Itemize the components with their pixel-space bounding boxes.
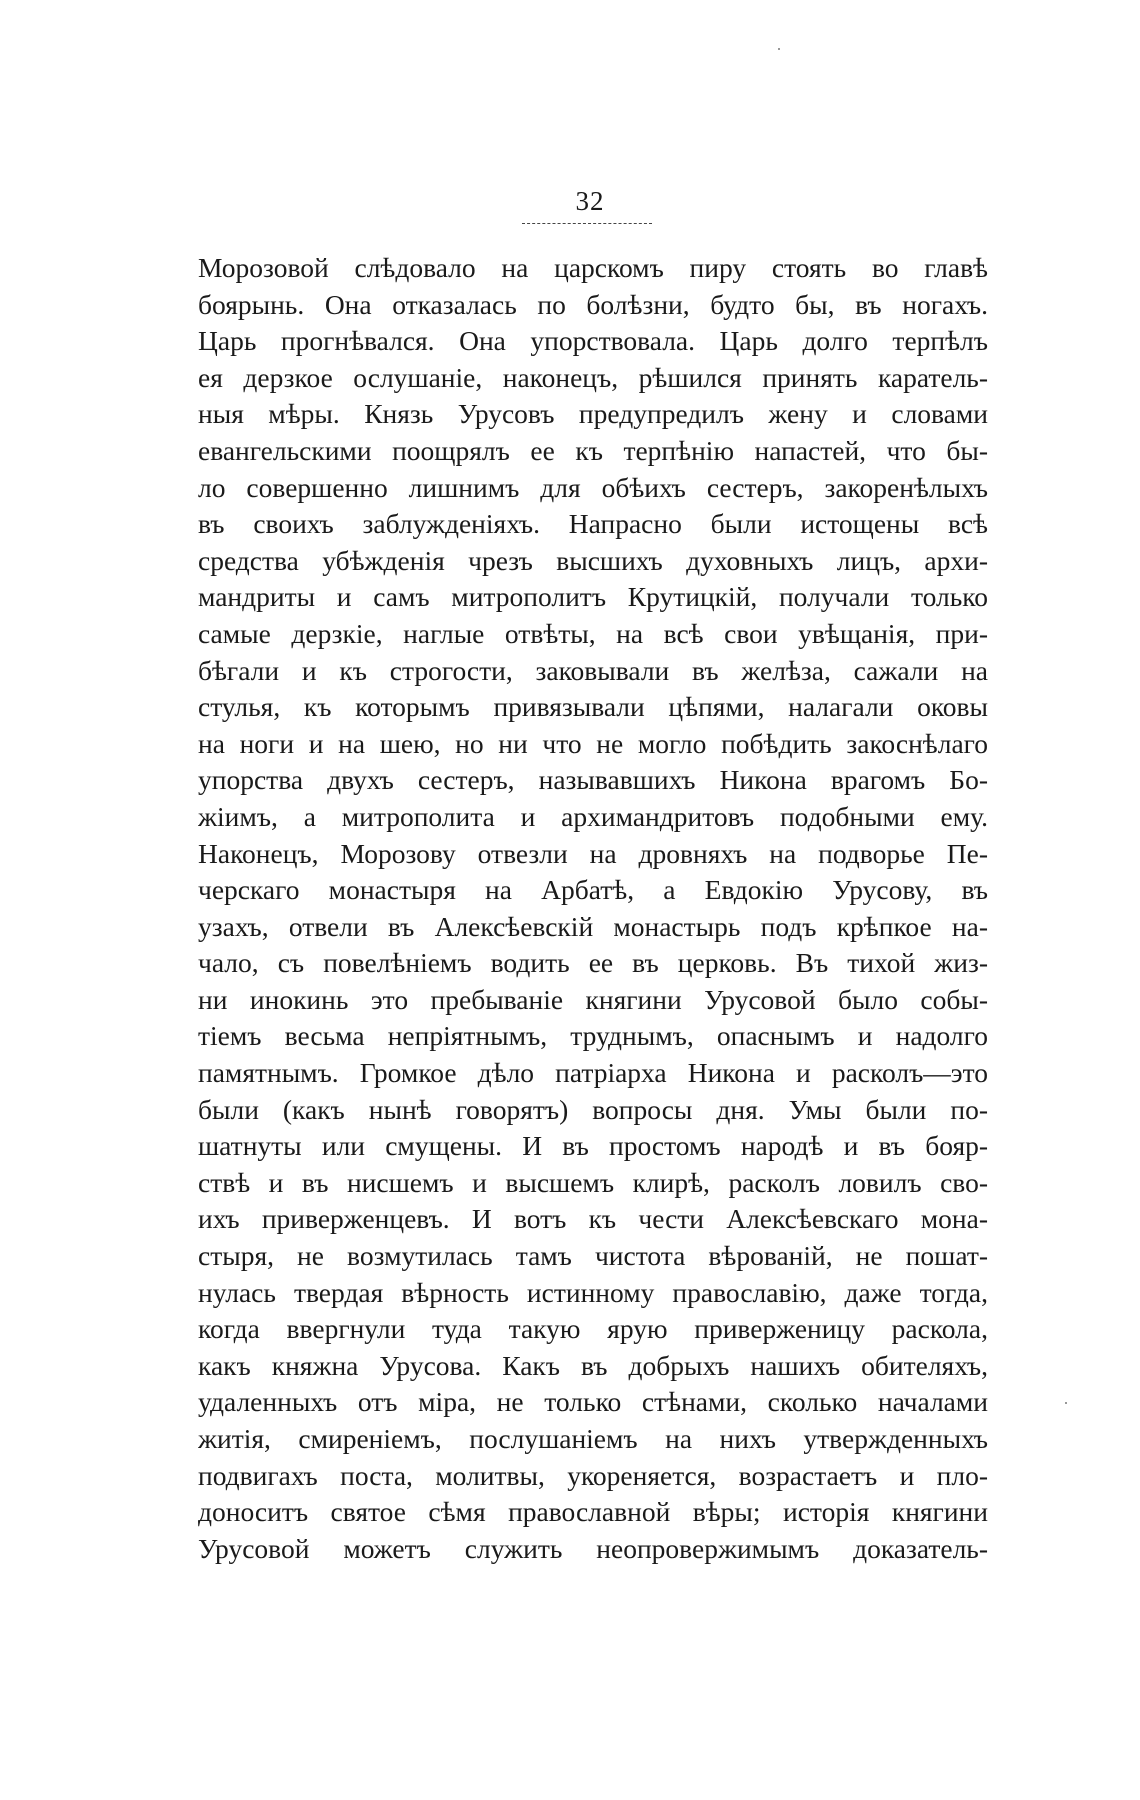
scan-speck xyxy=(778,48,780,50)
text-line: стулья, къ которымъ привязывали цѣпями, налагали оковы xyxy=(198,691,988,723)
text-line: подвигахъ поста, молитвы, укореняется, возрастаетъ и пло- xyxy=(198,1459,988,1491)
text-line: евангельскими поощрялъ ее къ терпѣнію напастей, что бы- xyxy=(198,434,988,466)
text-line: упорства двухъ сестеръ, называвшихъ Никона врагомъ Бо- xyxy=(198,764,988,796)
text-line: въ своихъ заблужденіяхъ. Напрасно были истощены всѣ xyxy=(198,508,988,540)
text-line: на ноги и на шею, но ни что не могло побѣдить закоснѣлаго xyxy=(198,727,988,759)
text-line: Наконецъ, Морозову отвезли на дровняхъ на подворье Пе- xyxy=(198,837,988,869)
text-line: житія, смиреніемъ, послушаніемъ на нихъ утвержденныхъ xyxy=(198,1423,988,1454)
text-line: какъ княжна Урусова. Какъ въ добрыхъ нашихъ обителяхъ, xyxy=(198,1349,988,1381)
text-line: Урусовой можетъ служить неопровержимымъ доказатель- xyxy=(198,1532,988,1564)
scan-speck xyxy=(1065,1402,1067,1404)
text-line: Царь прогнѣвался. Она упорствовала. Царь долго терпѣлъ xyxy=(198,325,988,357)
text-line: стыря, не возмутилась тамъ чистота вѣрованій, не пошат- xyxy=(198,1240,988,1272)
text-line: ихъ приверженцевъ. И вотъ къ чести Алексѣевскаго мона- xyxy=(198,1203,988,1235)
text-line: мандриты и самъ митрополитъ Крутицкій, получали только xyxy=(198,581,988,613)
text-line: ло совершенно лишнимъ для обѣихъ сестеръ, закоренѣлыхъ xyxy=(198,471,988,503)
text-line: ствѣ и въ нисшемъ и высшемъ клирѣ, расколъ ловилъ сво- xyxy=(198,1166,988,1198)
text-line: черскаго монастыря на Арбатѣ, а Евдокію Урусову, въ xyxy=(198,874,988,906)
text-line: ея дерзкое ослушаніе, наконецъ, рѣшился принять каратель- xyxy=(198,361,988,393)
text-line: доноситъ святое сѣмя православной вѣры; исторія княгини xyxy=(198,1496,988,1528)
text-line: ныя мѣры. Князь Урусовъ предупредилъ жену и словами xyxy=(198,398,988,430)
text-line: когда ввергнули туда такую ярую приверженицу раскола, xyxy=(198,1313,988,1345)
text-line: нулась твердая вѣрность истинному православію, даже тогда, xyxy=(198,1276,988,1308)
text-line: узахъ, отвели въ Алексѣевскій монастырь подъ крѣпкое на- xyxy=(198,910,988,942)
text-line: боярынь. Она отказалась по болѣзни, будто бы, въ ногахъ. xyxy=(198,288,988,320)
text-line: шатнуты или смущены. И въ простомъ народѣ и въ бояр- xyxy=(198,1130,988,1162)
body-text xyxy=(198,250,988,1567)
text-line: ни инокинь это пребываніе княгини Урусовой было собы- xyxy=(198,983,988,1015)
text-line: тіемъ весьма непріятнымъ, труднымъ, опаснымъ и надолго xyxy=(198,1020,988,1052)
page-number-rule xyxy=(522,223,652,224)
text-line: бѣгали и къ строгости, заковывали въ желѣза, сажали на xyxy=(198,654,988,686)
text-line: самые дерзкіе, наглые отвѣты, на всѣ свои увѣщанія, при- xyxy=(198,617,988,649)
page-number: 32 xyxy=(575,186,605,216)
text-line: удаленныхъ отъ міра, не только стѣнами, сколько началами xyxy=(198,1386,988,1418)
text-line: памятнымъ. Громкое дѣло патріарха Никона и расколъ—это xyxy=(198,1057,988,1089)
text-line: жіимъ, а митрополита и архимандритовъ подобными ему. xyxy=(198,800,988,832)
text-line: Морозовой слѣдовало на царскомъ пиру стоять во главѣ xyxy=(198,252,988,283)
text-line: средства убѣжденія чрезъ высшихъ духовныхъ лицъ, архи- xyxy=(198,544,988,576)
text-line: чало, съ повелѣніемъ водить ее въ церковь. Въ тихой жиз- xyxy=(198,947,988,979)
text-line: были (какъ нынѣ говорятъ) вопросы дня. Умы были по- xyxy=(198,1093,988,1125)
